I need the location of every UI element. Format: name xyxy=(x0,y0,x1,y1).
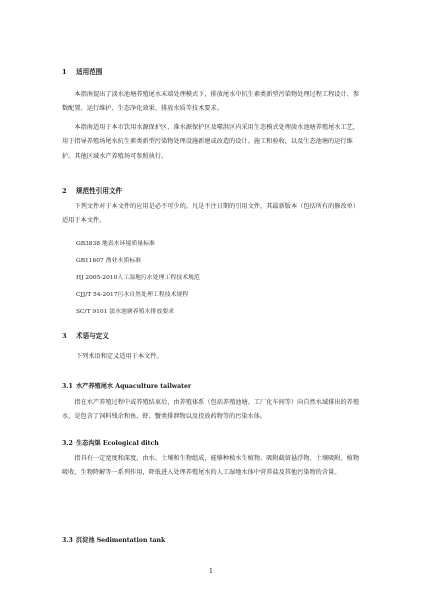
reference-item: GB11607 渔业水质标准 xyxy=(76,258,141,264)
section-heading-3: 3 术语与定义 xyxy=(62,332,109,340)
section-1-body xyxy=(62,88,360,164)
term-heading-3-1: 3.1 水产养殖尾水 Aquaculture tailwater xyxy=(62,383,192,390)
term-heading-3-2: 3.2 生态沟渠 Ecological ditch xyxy=(62,440,159,447)
reference-item: GB3838 地表水环境质量标准 xyxy=(76,241,155,247)
page-number: 1 xyxy=(209,568,213,575)
paragraph: 指具有一定宽度和深度，由水、土壤和生物组成，能够种植水生植物、吸附截留悬浮物、土壤吸附、植物吸收、生物降解等一系列作用，降低进入处理养殖尾水的人工湿地水体中营养盐及其他污染物的含量。 xyxy=(62,455,360,477)
reference-item: HJ 2005-2010人工湿地污水处理工程技术规范 xyxy=(76,275,200,281)
reference-item: CJJ/T 54-2017污水自然处理工程技术规程 xyxy=(76,292,189,298)
section-2-body xyxy=(62,200,360,229)
paragraph: 指在水产养殖过程中或养殖结束后，由养殖体系（包括养殖池塘、工厂化车间等）向自然水域排出的养殖水，是包含了饲料残余和鱼、虾、蟹类排泄物以及投放药物等的污染水体。 xyxy=(62,399,360,421)
paragraph: 本指南提出了淡水池塘养殖尾水末端处理模式下，排放尾水中抗生素类新型污染物处理过程工程设计、参数配置、运行维护、生态净化效果、排放水质等技术要求。 xyxy=(62,91,360,113)
reference-item: SC/T 9101 淡水池塘养殖水排放要求 xyxy=(76,309,174,315)
term-heading-3-3: 3.3 沉淀池 Sedimentation tank xyxy=(62,537,166,544)
term-definition-3-2 xyxy=(62,452,360,481)
paragraph: 下列文件对于本文件的应用是必不可少的。凡是不注日期的引用文件，其最新版本（包括所有的修改单）适用于本文件。 xyxy=(62,203,360,225)
term-definition-3-1 xyxy=(62,396,360,425)
paragraph: 本指南适用于本市饮用水源保护区、准水源保护区及噬洪区内采用生态模式处理淡水池塘养殖尾水工艺，用于指导养殖场尾水抗生素类新型污染物处理设施新建或改造的设计、施工和验收，以及生态池塘的运行维护。其他区域水产养殖场可参照执行。 xyxy=(62,123,360,160)
paragraph: 下列术语和定义适用于本文件。 xyxy=(76,353,163,360)
section-heading-1: 1 适用范围 xyxy=(62,68,103,76)
section-heading-2: 2 规范性引用文件 xyxy=(62,187,123,195)
